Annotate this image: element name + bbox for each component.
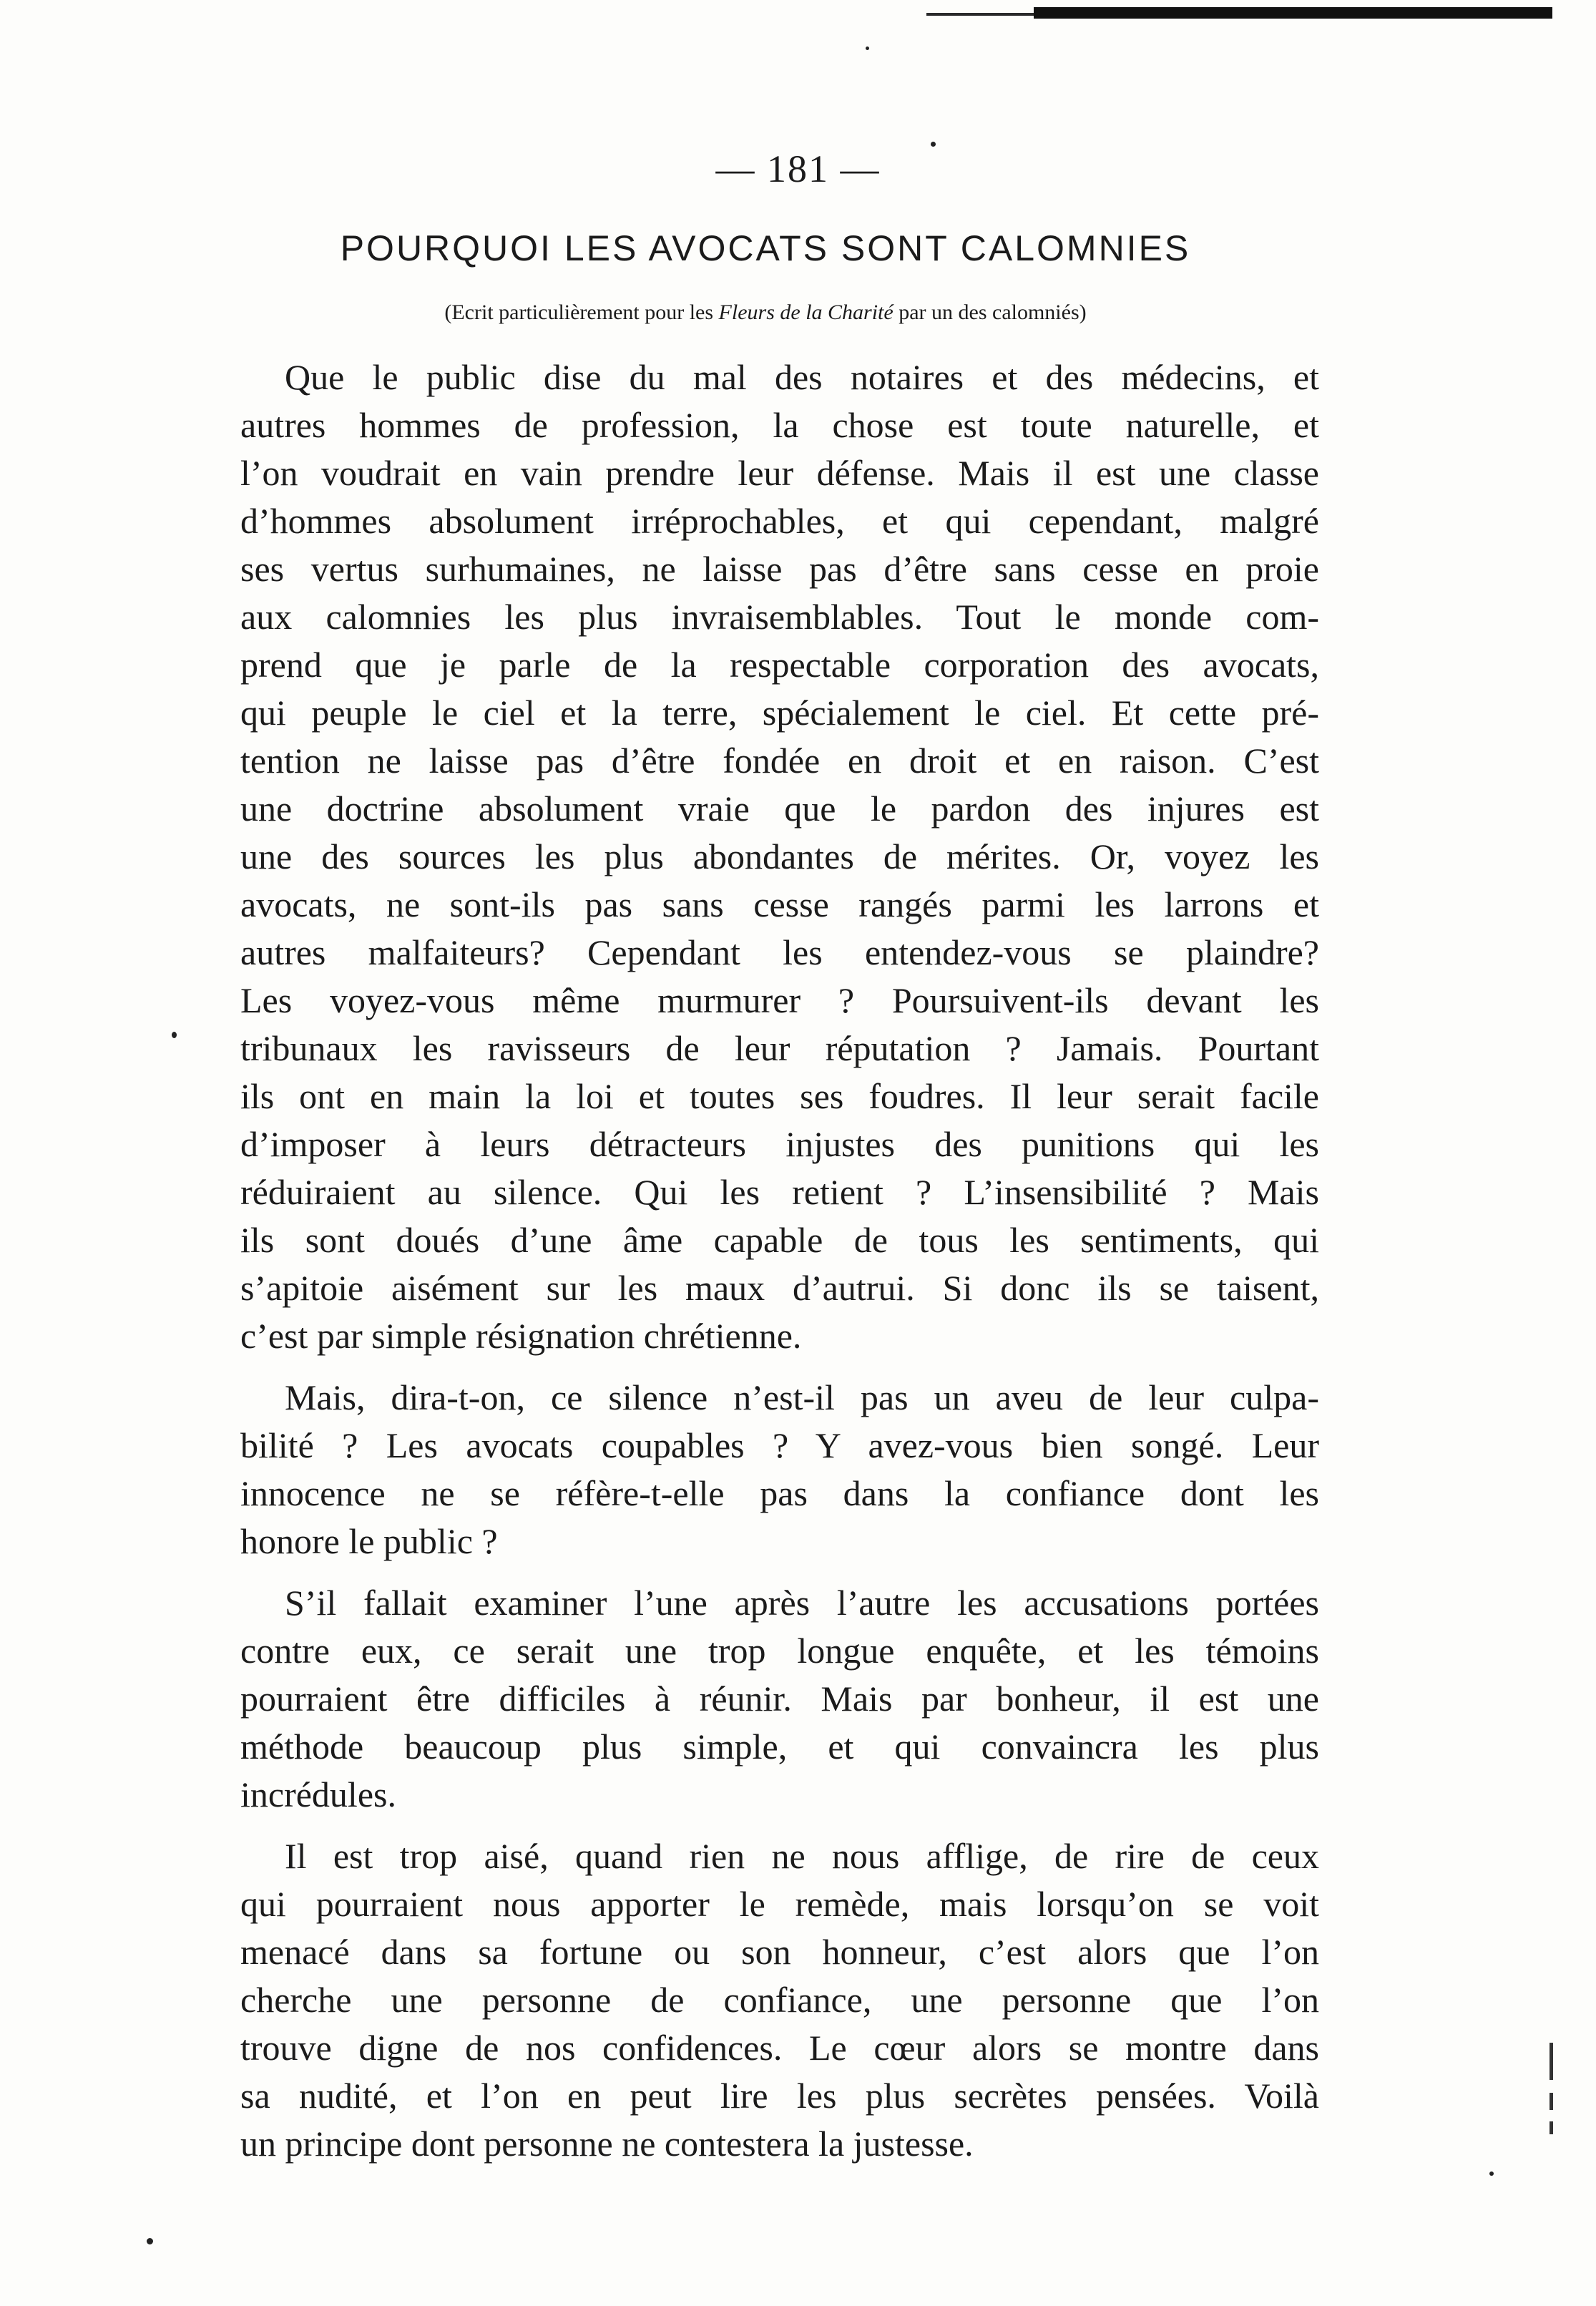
text-line: autres malfaiteurs? Cependant les entendez-vous se plaindre? [240, 932, 1319, 972]
text-line: aux calomnies les plus invraisemblables. Tout le monde com- [240, 597, 1319, 637]
text-line: sa nudité, et l’on en peut lire les plus secrètes pensées. Voilà [240, 2076, 1319, 2116]
subtitle-post: par un des calomniés) [893, 301, 1087, 324]
text-line: pourraient être difficiles à réunir. Mais par bonheur, il est une [240, 1679, 1319, 1719]
text-line: tribunaux les ravisseurs de leur réputation ? Jamais. Pourtant [240, 1028, 1319, 1068]
text-line: menacé dans sa fortune ou son honneur, c’est alors que l’on [240, 1932, 1319, 1972]
subtitle [215, 301, 1316, 325]
text-line: ses vertus surhumaines, ne laisse pas d’être sans cesse en proie [240, 549, 1319, 589]
text-line: contre eux, ce serait une trop longue enquête, et les témoins [240, 1631, 1319, 1671]
text-line: une doctrine absolument vraie que le pardon des injures est [240, 788, 1319, 829]
text-line: qui peuple le ciel et la terre, spécialement le ciel. Et cette pré- [240, 693, 1319, 733]
paragraph-gap [240, 1819, 1319, 1832]
text-line: Il est trop aisé, quand rien ne nous afflige, de rire de ceux [285, 1836, 1319, 1876]
scan-edge-mark [1550, 2043, 1553, 2080]
paragraph [240, 1832, 1319, 2168]
text-line: Mais, dira-t-on, ce silence n’est-il pas un aveu de leur culpa- [285, 1377, 1319, 1417]
paragraph-gap [240, 1565, 1319, 1579]
text-line: prend que je parle de la respectable corporation des avocats, [240, 645, 1319, 685]
scan-speck [866, 47, 869, 50]
subtitle-work-title: Fleurs de la Charité [718, 301, 894, 324]
text-line: S’il fallait examiner l’une après l’autre les accusations portées [285, 1583, 1319, 1623]
text-line: avocats, ne sont-ils pas sans cesse rangés parmi les larrons et [240, 884, 1319, 924]
paragraph [240, 1579, 1319, 1819]
text-line: cherche une personne de confiance, une personne que l’on [240, 1980, 1319, 2020]
subtitle-pre: (Ecrit particulièrement pour les [444, 301, 719, 324]
text-line: Que le public dise du mal des notaires et des médecins, et [285, 357, 1319, 397]
text-line: d’imposer à leurs détracteurs injustes des punitions qui les [240, 1124, 1319, 1164]
text-line: incrédules. [240, 1774, 396, 1814]
text-line: ils ont en main la loi et toutes ses foudres. Il leur serait facile [240, 1076, 1319, 1116]
text-line: trouve digne de nos confidences. Le cœur alors se montre dans [240, 2028, 1319, 2068]
paragraph [240, 1374, 1319, 1565]
scan-speck [1489, 2171, 1494, 2176]
scan-speck [931, 142, 936, 147]
text-line: qui pourraient nous apporter le remède, mais lorsqu’on se voit [240, 1884, 1319, 1924]
text-line: bilité ? Les avocats coupables ? Y avez-vous bien songé. Leur [240, 1425, 1319, 1465]
paragraph-gap [240, 1360, 1319, 1374]
text-line: c’est par simple résignation chrétienne. [240, 1316, 802, 1356]
text-line: tention ne laisse pas d’être fondée en droit et en raison. C’est [240, 741, 1319, 781]
text-line: autres hommes de profession, la chose est toute naturelle, et [240, 405, 1319, 445]
text-line: l’on voudrait en vain prendre leur défense. Mais il est une classe [240, 453, 1319, 493]
text-line: honore le public ? [240, 1521, 498, 1561]
scan-edge-bar [1034, 7, 1552, 19]
scan-speck [172, 1032, 177, 1038]
scan-edge-rule [926, 13, 1034, 16]
text-line: une des sources les plus abondantes de mérites. Or, voyez les [240, 836, 1319, 876]
text-line: Les voyez-vous même murmurer ? Poursuivent-ils devant les [240, 980, 1319, 1020]
text-line: méthode beaucoup plus simple, et qui convaincra les plus [240, 1726, 1319, 1767]
text-line: d’hommes absolument irréprochables, et qui cependant, malgré [240, 501, 1319, 541]
body-text [240, 353, 1319, 2168]
text-line: réduiraient au silence. Qui les retient ? L’insensibilité ? Mais [240, 1172, 1319, 1212]
scan-edge-mark [1550, 2093, 1553, 2110]
scan-edge-mark [1550, 2121, 1553, 2134]
text-line: un principe dont personne ne contestera la justesse. [240, 2124, 974, 2164]
page-title: POURQUOI LES AVOCATS SONT CALOMNIES [340, 228, 1191, 268]
text-line: ils sont doués d’une âme capable de tous les sentiments, qui [240, 1220, 1319, 1260]
scan-speck [147, 2238, 153, 2244]
text-line: s’apitoie aisément sur les maux d’autrui. Si donc ils se taisent, [240, 1268, 1319, 1308]
paragraph [240, 353, 1319, 1360]
text-line: innocence ne se réfère-t-elle pas dans la confiance dont les [240, 1473, 1319, 1513]
page-number: — 181 — [715, 147, 881, 190]
